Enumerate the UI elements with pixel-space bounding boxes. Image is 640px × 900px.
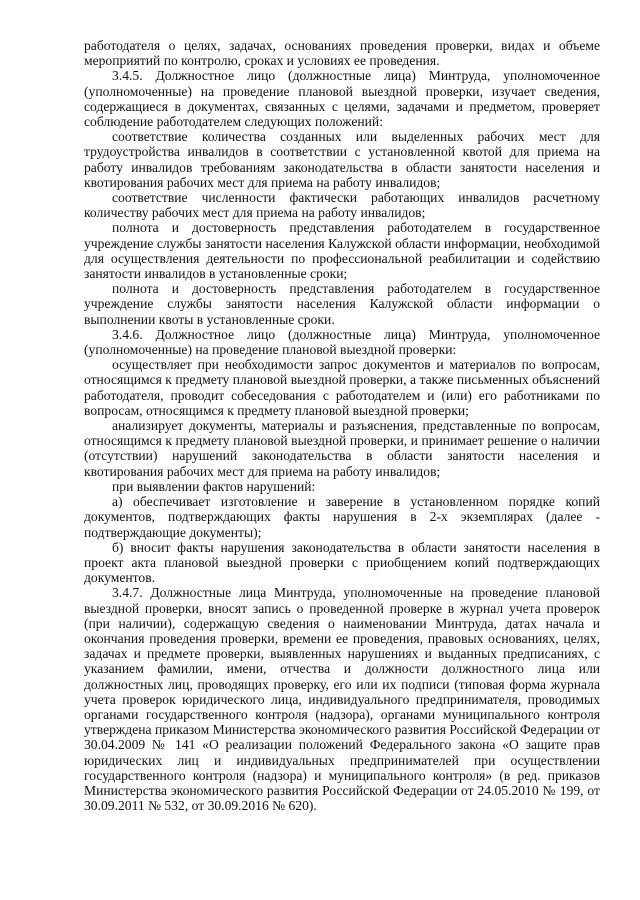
list-item-job-count: соответствие количества созданных или выделенных рабочих мест для трудоустройства инвалидов в соответствии с установленной квотой для приема на работу инвалидов требованиям законодательства в области занятости населения и квотирования рабочих мест для приема на работу инвалидов; — [84, 129, 600, 190]
paragraph-continuation: работодателя о целях, задачах, основаниях проведения проверки, видах и объеме мероприятий по контролю, сроках и условиях ее проведения. — [84, 38, 600, 69]
paragraph-3-4-6: 3.4.6. Должностное лицо (должностные лица) Минтруда, уполномоченное (уполномоченные) на проведение плановой выездной проверки: — [84, 326, 600, 358]
document-page — [84, 38, 600, 813]
list-item-info-quota: полнота и достоверность представления работодателем в государственное учреждение службы занятости населения Калужской области информации о выполнении квоты в установленные сроки. — [84, 281, 600, 327]
list-item-employee-count: соответствие численности фактически работающих инвалидов расчетному количеству рабочих мест для приема на работу инвалидов; — [84, 190, 600, 221]
list-item-a: а) обеспечивает изготовление и заверение в установленном порядке копий документов, подтверждающих факты нарушения в 2-х экземплярах (далее - подтверждающие документы); — [84, 494, 600, 540]
paragraph-3-4-7: 3.4.7. Должностные лица Минтруда, уполномоченные на проведение плановой выездной проверки, вносят запись о проведенной проверке в журнал учета проверок (при наличии), содержащую сведения о наименовании Минтруда, датах начала и окончания проведения проверки, времени ее проведения, правовых основаниях, целях, задачах и предмете проверки, выявленных нарушениях и выданных предписаниях, с указанием фамилии, имени, отчества и должности должностного лица или должностных лиц, проводящих проверку, его или их подписи (типовая форма журнала учета проверок юридического лица, индивидуального предпринимателя, проводимых органами государственного контроля (надзора), органами муниципального контроля утверждена приказом Министерства экономического развития Российской Федерации от 30.04.2009 № 141 «О реализации положений Федерального закона «О защите прав юридических лиц и индивидуальных предпринимателей при осуществлении государственного контроля (надзора) и муниципального контроля» (в ред. приказов Министерства экономического развития Российской Федерации от 24.05.2010 № 199, от 30.09.2011 № 532, от 30.09.2016 № 620). — [84, 585, 600, 814]
list-item-info-rehabilitation: полнота и достоверность представления работодателем в государственное учреждение службы занятости населения Калужской области информации, необходимой для осуществления деятельности по профессиональной реабилитации и содействию занятости инвалидов в установленные сроки; — [84, 220, 600, 282]
paragraph-3-4-5: 3.4.5. Должностное лицо (должностные лица) Минтруда, уполномоченное (уполномоченные) на проведение плановой выездной проверки, изучает сведения, содержащиеся в документах, связанных с целями, задачами и предметом, проверяет соблюдение работодателем следующих положений: — [84, 68, 600, 130]
list-item-request-documents: осуществляет при необходимости запрос документов и материалов по вопросам, относящимся к предмету плановой выездной проверки, а также письменных объяснений работодателя, проводит собеседования с работодателем и (или) его работниками по вопросам, относящимся к предмету плановой выездной проверки; — [84, 357, 600, 418]
list-item-on-violations: при выявлении фактов нарушений: — [112, 478, 316, 494]
list-item-b: б) вносит факты нарушения законодательства в области занятости населения в проект акта плановой выездной проверки с приобщением копий подтверждающих документов. — [84, 539, 600, 586]
list-item-analyze-documents: анализирует документы, материалы и разъяснения, представленные по вопросам, относящимся к предмету плановой выездной проверки, и принимает решение о наличии (отсутствии) нарушений законодательства в области занятости населения и квотирования рабочих мест для приема на работу инвалидов; — [84, 418, 600, 479]
